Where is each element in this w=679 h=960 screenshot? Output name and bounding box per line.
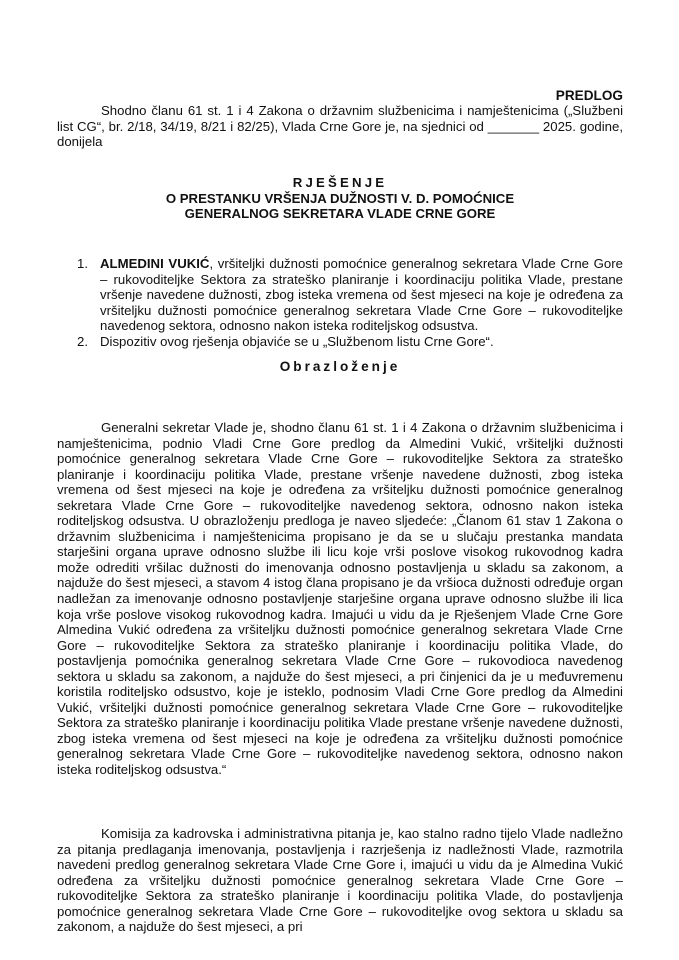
decision-title — [57, 175, 623, 222]
status-label: PREDLOG — [555, 88, 623, 103]
reasoning-paragraph: Generalni sekretar Vlade je, shodno članu 61 st. 1 i 4 Zakona o državnim službenicima i namještenicima, podnio Vladi Crne Gore predlog da Almedini Vukić, vršiteljki dužnosti pomoćnice generalnog sekretara Vlade Crne Gore – rukovoditeljke Sektora za strateško planiranje i koordinaciju politika Vlade, prestane vršenje navedene dužnosti, zbog isteka vremena od šest mjeseci na koje je određena za vršiteljku dužnosti pomoćnice generalnog sekretara Vlade Crne Gore – rukovoditeljke navedenog sektora, odnosno nakon isteka roditeljskog odsustva. U obrazloženju predloga je naveo sljedeće: „Članom 61 stav 1 Zakona o državnim službenicima i namještenicima propisano je da se u slučaju prestanka mandata starješini organa uprave odnosno službe ili licu koje vrši poslove visokog rukovodnog kadra može odrediti vršilac dužnosti do imenovanja odnosno postavljenja u skladu sa zakonom, a najduže do šest mjeseci, a stavom 4 istog člana propisano je da vršioca dužnosti određuje organ nadležan za imenovanje odnosno postavljenje starješine organa uprave odnosno službe ili lica koja vrše poslove visokog rukovodnog kadra. Imajući u vidu da je Rješenjem Vlade Crne Gore Almedina Vukić određena za vršiteljku dužnosti pomoćnice generalnog sekretara Vlade Crne Gore – rukovoditeljke Sektora za strateško planiranje i koordinaciju politika Vlade, do postavljenja pomoćnika generalnog sekretara Vlade Crne Gore – rukovodioca navedenog sektora u skladu sa zakonom, a najduže do šest mjeseci, a pri činjenici da je u međuvremenu koristila roditeljsko odsustvo, koje je isteklo, podnosim Vladi Crne Gore predlog da Almedini Vukić, vršiteljki dužnosti pomoćnice generalnog sekretara Vlade Crne Gore – rukovoditeljke Sektora za strateško planiranje i koordinaciju politika Vlade prestane vršenje navedene dužnosti, zbog isteka vremena od šest mjeseci na koje je određena za vršiteljku dužnosti pomoćnice generalnog sekretara Vlade Crne Gore – rukovoditeljke navedenog sektora, odnosno nakon isteka roditeljskog odsustva.“ — [57, 420, 623, 778]
item-name: ALMEDINI VUKIĆ — [100, 256, 210, 271]
item-text: , vršiteljki dužnosti pomoćnice generalnog sekretara Vlade Crne Gore – rukovoditeljke Sektora za strateško planiranje i koordinaciju politika Vlade, prestane vršenje navedene dužnosti, zbog isteka vremena od šest mjeseci na koje je određena za vršiteljku dužnosti pomoćnice generalnog sekretara Vlade Crne Gore – rukovoditeljke navedenog sektora, odnosno nakon isteka roditeljskog odsustva. — [100, 256, 623, 334]
title-line-2: O PRESTANKU VRŠENJA DUŽNOSTI V. D. POMOĆNICE — [165, 190, 515, 206]
item-text: Dispozitiv ovog rješenja objaviće se u „Službenom listu Crne Gore“. — [100, 333, 494, 349]
intro-paragraph: Shodno članu 61 st. 1 i 4 Zakona o državnim službenicima i namještenicima („Službeni list CG“, br. 2/18, 34/19, 8/21 i 82/25), Vlada Crne Gore je, na sjednici od _______ 2025. godine, donijela — [57, 103, 623, 150]
reasoning-paragraph: Komisija za kadrovska i administrativna pitanja je, kao stalno radno tijelo Vlade nadležno za pitanja predlaganja imenovanja, postavljenja i razrješenja iz nadležnosti Vlade, razmotrila navedeni predlog generalnog sekretara Vlade Crne Gore i, imajući u vidu da je Almedina Vukić određena za vršiteljku dužnosti pomoćnice generalnog sekretara Vlade Crne Gore – rukovoditeljke Sektora za strateško planiranje i koordinaciju politika Vlade, do postavljenja pomoćnice generalnog sekretara Vlade Crne Gore – rukovoditeljke ovog sektora u skladu sa zakonom, a najduže do šest mjeseci, a pri — [57, 826, 623, 935]
list-item — [57, 334, 623, 350]
item-number: 1. — [77, 256, 88, 271]
item-number: 2. — [77, 333, 88, 349]
reasoning-heading: Obrazloženje — [279, 359, 401, 374]
title-line-1: RJEŠENJE — [292, 175, 388, 190]
decision-items — [57, 256, 623, 349]
title-line-3: GENERALNOG SEKRETARA VLADE CRNE GORE — [184, 206, 496, 222]
list-item — [57, 256, 623, 334]
